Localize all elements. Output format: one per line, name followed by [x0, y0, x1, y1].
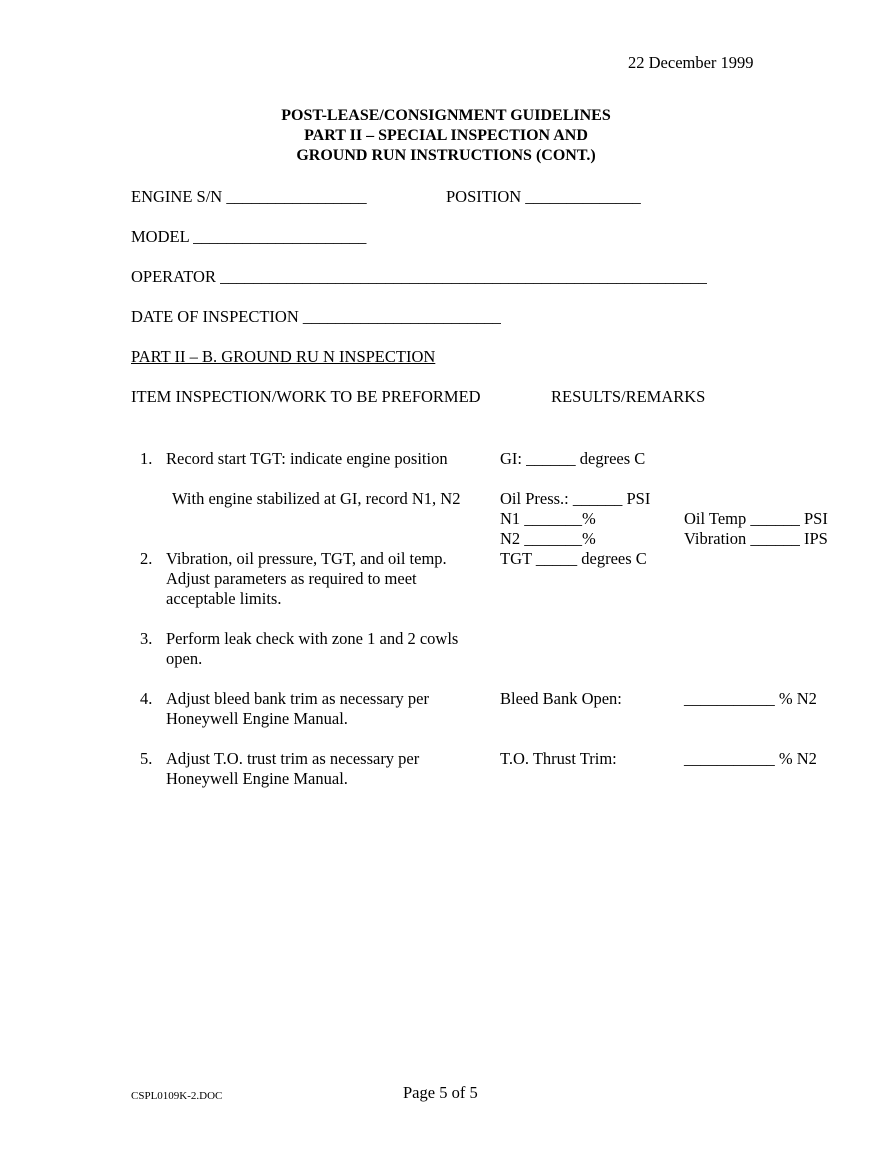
item-1-gi-result[interactable]: GI: ______ degrees C [500, 449, 646, 468]
operator-field[interactable]: OPERATOR ___________________________________________________________ [131, 267, 707, 286]
item-5-number: 5. [140, 749, 153, 768]
item-1-number: 1. [140, 449, 153, 468]
title-line-2: PART II – SPECIAL INSPECTION AND [304, 127, 588, 144]
section-heading: PART II – B. GROUND RU N INSPECTION [131, 347, 436, 366]
model-field[interactable]: MODEL _____________________ [131, 227, 367, 246]
oil-press-field[interactable]: Oil Press.: ______ PSI [500, 489, 651, 508]
column-header-item: ITEM INSPECTION/WORK TO BE PREFORMED [131, 387, 481, 406]
page-number: Page 5 of 5 [403, 1083, 478, 1102]
bleed-bank-label: Bleed Bank Open: [500, 689, 622, 708]
item-1-subtext: With engine stabilized at GI, record N1, N2 [172, 489, 461, 508]
document-date: 22 December 1999 [628, 53, 754, 72]
n2-field[interactable]: N2 _______% [500, 529, 596, 548]
title-line-3: GROUND RUN INSTRUCTIONS (CONT.) [296, 147, 596, 164]
item-3-text-line-2: open. [166, 649, 203, 668]
item-3-number: 3. [140, 629, 153, 648]
item-4-text-line-1: Adjust bleed bank trim as necessary per [166, 689, 430, 708]
n1-field[interactable]: N1 _______% [500, 509, 596, 528]
date-of-inspection-field[interactable]: DATE OF INSPECTION ________________________ [131, 307, 501, 326]
item-3-text-line-1: Perform leak check with zone 1 and 2 cowls [166, 629, 459, 648]
title-line-1: POST-LEASE/CONSIGNMENT GUIDELINES [281, 107, 611, 124]
bleed-bank-field[interactable]: ___________ % N2 [684, 689, 817, 708]
column-header-results: RESULTS/REMARKS [551, 387, 706, 406]
position-field[interactable]: POSITION ______________ [446, 187, 641, 206]
thrust-trim-label: T.O. Thrust Trim: [500, 749, 617, 768]
item-4-text-line-2: Honeywell Engine Manual. [166, 709, 348, 728]
thrust-trim-field[interactable]: ___________ % N2 [684, 749, 817, 768]
item-1-text: Record start TGT: indicate engine position [166, 449, 448, 468]
engine-sn-field[interactable]: ENGINE S/N _________________ [131, 187, 367, 206]
document-id: CSPL0109K-2.DOC [131, 1090, 223, 1102]
tgt-field[interactable]: TGT _____ degrees C [500, 549, 647, 568]
item-4-number: 4. [140, 689, 153, 708]
item-5-text-line-1: Adjust T.O. trust trim as necessary per [166, 749, 420, 768]
item-2-text-line-1: Vibration, oil pressure, TGT, and oil temp. [166, 549, 447, 568]
item-5-text-line-2: Honeywell Engine Manual. [166, 769, 348, 788]
item-2-text-line-3: acceptable limits. [166, 589, 282, 608]
item-2-number: 2. [140, 549, 153, 568]
vibration-field[interactable]: Vibration ______ IPS [684, 529, 828, 548]
item-2-text-line-2: Adjust parameters as required to meet [166, 569, 417, 588]
oil-temp-field[interactable]: Oil Temp ______ PSI [684, 509, 828, 528]
